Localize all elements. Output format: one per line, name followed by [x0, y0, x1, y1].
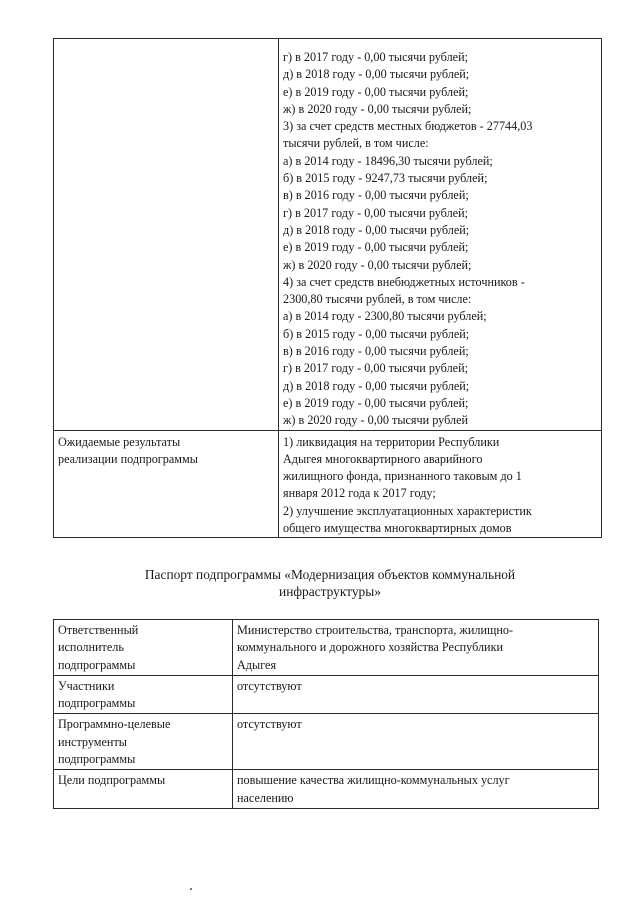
- passport-value: повышение качества жилищно-коммунальных услуг: [237, 773, 510, 788]
- expected-results-line: 2) улучшение эксплуатационных характеристик: [283, 503, 532, 518]
- expected-results-row: [54, 430, 602, 538]
- passport-value-cell: [233, 770, 599, 809]
- passport-title-line: инфраструктуры»: [279, 584, 381, 599]
- funding-line: д) в 2018 году - 0,00 тысячи рублей;: [283, 378, 470, 393]
- expected-results-label: Ожидаемые результаты: [58, 434, 181, 449]
- expected-results-line: 1) ликвидация на территории Республики: [283, 434, 500, 449]
- passport-label-cell: [54, 620, 233, 676]
- passport-label: инструменты: [58, 734, 127, 749]
- expected-results-label-cell: [54, 430, 279, 538]
- passport-label: Ответственный: [58, 623, 139, 637]
- passport-label: подпрограммы: [58, 657, 136, 672]
- passport-label-cell: [54, 675, 233, 714]
- funding-line: в) в 2016 году - 0,00 тысячи рублей;: [283, 344, 469, 359]
- funding-line: е) в 2019 году - 0,00 тысячи рублей;: [283, 240, 469, 255]
- passport-label: Цели подпрограммы: [58, 773, 166, 788]
- funding-label-cell: [54, 39, 279, 431]
- funding-line: б) в 2015 году - 0,00 тысячи рублей;: [283, 326, 470, 341]
- passport-label-cell: [54, 714, 233, 770]
- funding-table-continuation: [53, 38, 602, 538]
- funding-value-cell: [279, 39, 602, 431]
- passport-value: Адыгея: [237, 657, 277, 672]
- funding-line: г) в 2017 году - 0,00 тысячи рублей;: [283, 205, 468, 220]
- funding-line: 2300,80 тысячи рублей, в том числе:: [283, 292, 472, 307]
- passport-row-goals: [54, 770, 599, 809]
- funding-line: г) в 2017 году - 0,00 тысячи рублей;: [283, 50, 468, 64]
- passport-value: отсутствуют: [237, 717, 302, 732]
- funding-line: б) в 2015 году - 9247,73 тысячи рублей;: [283, 171, 488, 186]
- expected-results-line: жилищного фонда, признанного таковым до 1: [283, 469, 522, 484]
- funding-line: е) в 2019 году - 0,00 тысячи рублей;: [283, 395, 469, 410]
- funding-line: тысячи рублей, в том числе:: [283, 136, 429, 151]
- passport-value-cell: [233, 620, 599, 676]
- funding-line: в) в 2016 году - 0,00 тысячи рублей;: [283, 188, 469, 203]
- funding-line: д) в 2018 году - 0,00 тысячи рублей;: [283, 67, 470, 82]
- funding-line: е) в 2019 году - 0,00 тысячи рублей;: [283, 84, 469, 99]
- funding-line: а) в 2014 году - 18496,30 тысячи рублей;: [283, 153, 493, 168]
- funding-line: д) в 2018 году - 0,00 тысячи рублей;: [283, 222, 470, 237]
- expected-results-line: Адыгея многоквартирного аварийного: [283, 451, 483, 466]
- passport-row-responsible-executor: [54, 620, 599, 676]
- funding-line: а) в 2014 году - 2300,80 тысячи рублей;: [283, 309, 487, 324]
- passport-label: подпрограммы: [58, 752, 136, 767]
- passport-label-cell: [54, 770, 233, 809]
- passport-label: Участники: [58, 678, 115, 693]
- funding-line: ж) в 2020 году - 0,00 тысячи рублей;: [283, 101, 472, 116]
- expected-results-line: января 2012 года к 2017 году;: [283, 486, 436, 501]
- expected-results-label: реализации подпрограммы: [58, 451, 198, 466]
- funding-line: 4) за счет средств внебюджетных источников -: [283, 274, 525, 289]
- funding-line: 3) за счет средств местных бюджетов - 27744,03: [283, 119, 533, 134]
- expected-results-value-cell: [279, 430, 602, 538]
- passport-value: коммунального и дорожного хозяйства Республики: [237, 640, 504, 655]
- passport-value: отсутствуют: [237, 678, 302, 693]
- passport-label: Программно-целевые: [58, 717, 171, 732]
- subprogram-passport-title: [60, 566, 600, 600]
- passport-title-line: Паспорт подпрограммы «Модернизация объектов коммунальной: [144, 567, 516, 582]
- funding-line: ж) в 2020 году - 0,00 тысячи рублей: [283, 413, 469, 428]
- passport-value: Министерство строительства, транспорта, жилищно-: [237, 623, 514, 637]
- passport-value-cell: [233, 675, 599, 714]
- expected-results-line: общего имущества многоквартирных домов: [283, 521, 512, 536]
- passport-value: населению: [237, 790, 294, 805]
- passport-row-program-tools: [54, 714, 599, 770]
- funding-row: [54, 39, 602, 431]
- scan-artifact-dot: [190, 888, 192, 890]
- passport-row-participants: [54, 675, 599, 714]
- passport-value-cell: [233, 714, 599, 770]
- passport-label: подпрограммы: [58, 696, 136, 711]
- funding-line: г) в 2017 году - 0,00 тысячи рублей;: [283, 361, 468, 376]
- funding-line: ж) в 2020 году - 0,00 тысячи рублей;: [283, 257, 472, 272]
- subprogram-passport-table: [53, 619, 599, 809]
- passport-label: исполнитель: [58, 640, 124, 655]
